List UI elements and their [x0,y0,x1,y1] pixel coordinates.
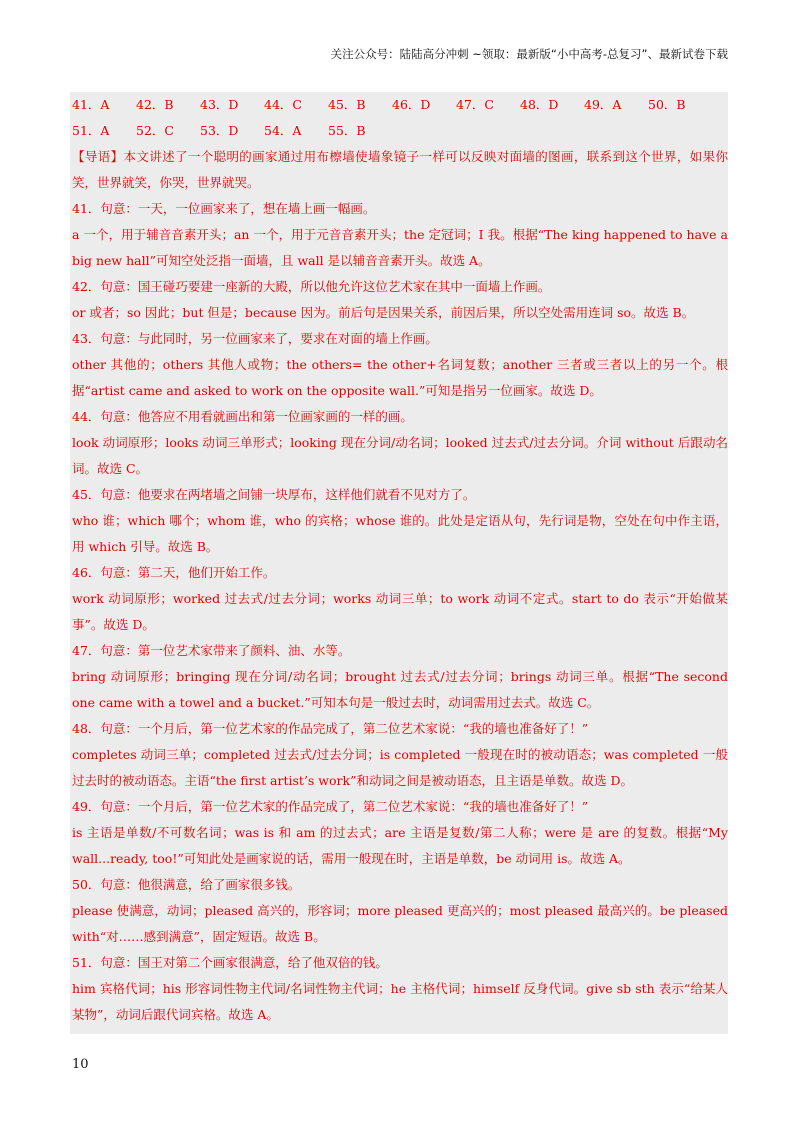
explanation-paragraph: 45．句意：他要求在两堵墙之间铺一块厚布，这样他们就看不见对方了。 [72,487,476,502]
answer-42: 42．B [136,97,174,112]
answer-48: 48．D [520,97,559,112]
answer-53: 53．D [200,123,239,138]
explanation-paragraph: 44．句意：他答应不用看就画出和第一位画家画的一样的画。 [72,409,413,424]
explanation-paragraph: 43．句意：与此同时，另一位画家来了，要求在对面的墙上作画。 [72,331,438,346]
answer-49: 49．A [584,97,622,112]
answer-50: 50．B [648,97,686,112]
explanation-paragraph: 49．句意：一个月后，第一位艺术家的作品完成了，第二位艺术家说：“我的墙也准备好了！” [72,799,589,814]
explanation-paragraph: work 动词原形；worked 过去式/过去分词；works 动词三单；to work 动词不定式。start to do 表示“开始做某事”。故选 D。 [72,591,728,632]
explanation-paragraph: or 或者；so 因此；but 但是；because 因为。前后句是因果关系，前因后果，所以空处需用连词 so。故选 B。 [72,305,695,320]
answer-explanation-block [70,92,728,1034]
answer-row-1 [70,92,728,118]
explanation-paragraph: look 动词原形；looks 动词三单形式；looking 现在分词/动名词；looked 过去式/过去分词。介词 without 后跟动名词。故选 C。 [72,435,728,476]
guide-text: 本文讲述了一个聪明的画家通过用布檫墙使墙象镜子一样可以反映对面墙的图画，联系到这个世界，如果你笑，世界就笑，你哭，世界就哭。 [72,149,728,190]
answer-55: 55．B [328,123,366,138]
answer-43: 43．D [200,97,239,112]
explanation-paragraph: completes 动词三单；completed 过去式/过去分词；is completed 一般现在时的被动语态；was completed 一般过去时的被动语态。主语“the first artist’s work”和动词之间是被动语态，且主语是单数。故选 D。 [72,747,728,788]
guide-paragraph [70,144,728,196]
explanation-paragraph: is 主语是单数/不可数名词；was is 和 am 的过去式；are 主语是复数/第二人称；were 是 are 的复数。根据“My wall...ready, too!”可知此处是画家说的话，需用一般现在时，主语是单数，be 动词用 is。故选 A。 [72,825,728,866]
explanation-paragraph: 50．句意：他很满意，给了画家很多钱。 [72,877,301,892]
explanation-paragraph: 51．句意：国王对第二个画家很满意，给了他双倍的钱。 [72,955,388,970]
explanation-paragraph: 41．句意：一天，一位画家来了，想在墙上画一幅画。 [72,201,376,216]
explanation-paragraph: 46．句意：第二天，他们开始工作。 [72,565,276,580]
answer-47: 47．C [456,97,494,112]
explanation-paragraph: 48．句意：一个月后，第一位艺术家的作品完成了，第二位艺术家说：“我的墙也准备好了！” [72,721,589,736]
explanation-paragraph: who 谁；which 哪个；whom 谁，who 的宾格；whose 谁的。此处是定语从句，先行词是物，空处在句中作主语，用 which 引导。故选 B。 [72,513,728,554]
explanation-paragraph: 42．句意：国王碰巧要建一座新的大殿，所以他允许这位艺术家在其中一面墙上作画。 [72,279,551,294]
explanation-paragraph: a 一个，用于辅音音素开头；an 一个，用于元音音素开头；the 定冠词；I 我。根据“The king happened to have a big new hall”可知空处泛指一面墙，且 wall 是以辅音音素开头。故选 A。 [72,227,728,268]
answer-44: 44．C [264,97,302,112]
answer-46: 46．D [392,97,431,112]
answer-52: 52．C [136,123,174,138]
page-header: 关注公众号：陆陆高分冲刺 ~领取：最新版“小中高考-总复习”、最新试卷下载 [330,47,728,61]
answer-51: 51．A [72,123,110,138]
answer-54: 54．A [264,123,302,138]
answer-45: 45．B [328,97,366,112]
explanation-paragraph: him 宾格代词；his 形容词性物主代词/名词性物主代词；he 主格代词；himself 反身代词。give sb sth 表示“给某人某物”，动词后跟代词宾格。故选 A。 [72,981,728,1022]
explanation-paragraph: bring 动词原形；bringing 现在分词/动名词；brought 过去式/过去分词；brings 动词三单。根据“The second one came with a towel and a bucket.”可知本句是一般过去时，动词需用过去式。故选 C。 [72,669,728,710]
explanation-paragraph: 47．句意：第一位艺术家带来了颜料、油、水等。 [72,643,351,658]
guide-label: 【导语】 [72,149,124,164]
answer-row-2 [70,118,728,144]
answer-41: 41．A [72,97,110,112]
explanation-paragraph: other 其他的；others 其他人或物；the others= the other+名词复数；another 三者或三者以上的另一个。根据“artist came and asked to work on the opposite wall.”可知是指另一位画家。故选 D。 [72,357,728,398]
page-number: 10 [72,1057,89,1072]
explanation-paragraph: please 使满意，动词；pleased 高兴的，形容词；more pleased 更高兴的；most pleased 最高兴的。be pleased with“对……感到满意”，固定短语。故选 B。 [72,903,728,944]
